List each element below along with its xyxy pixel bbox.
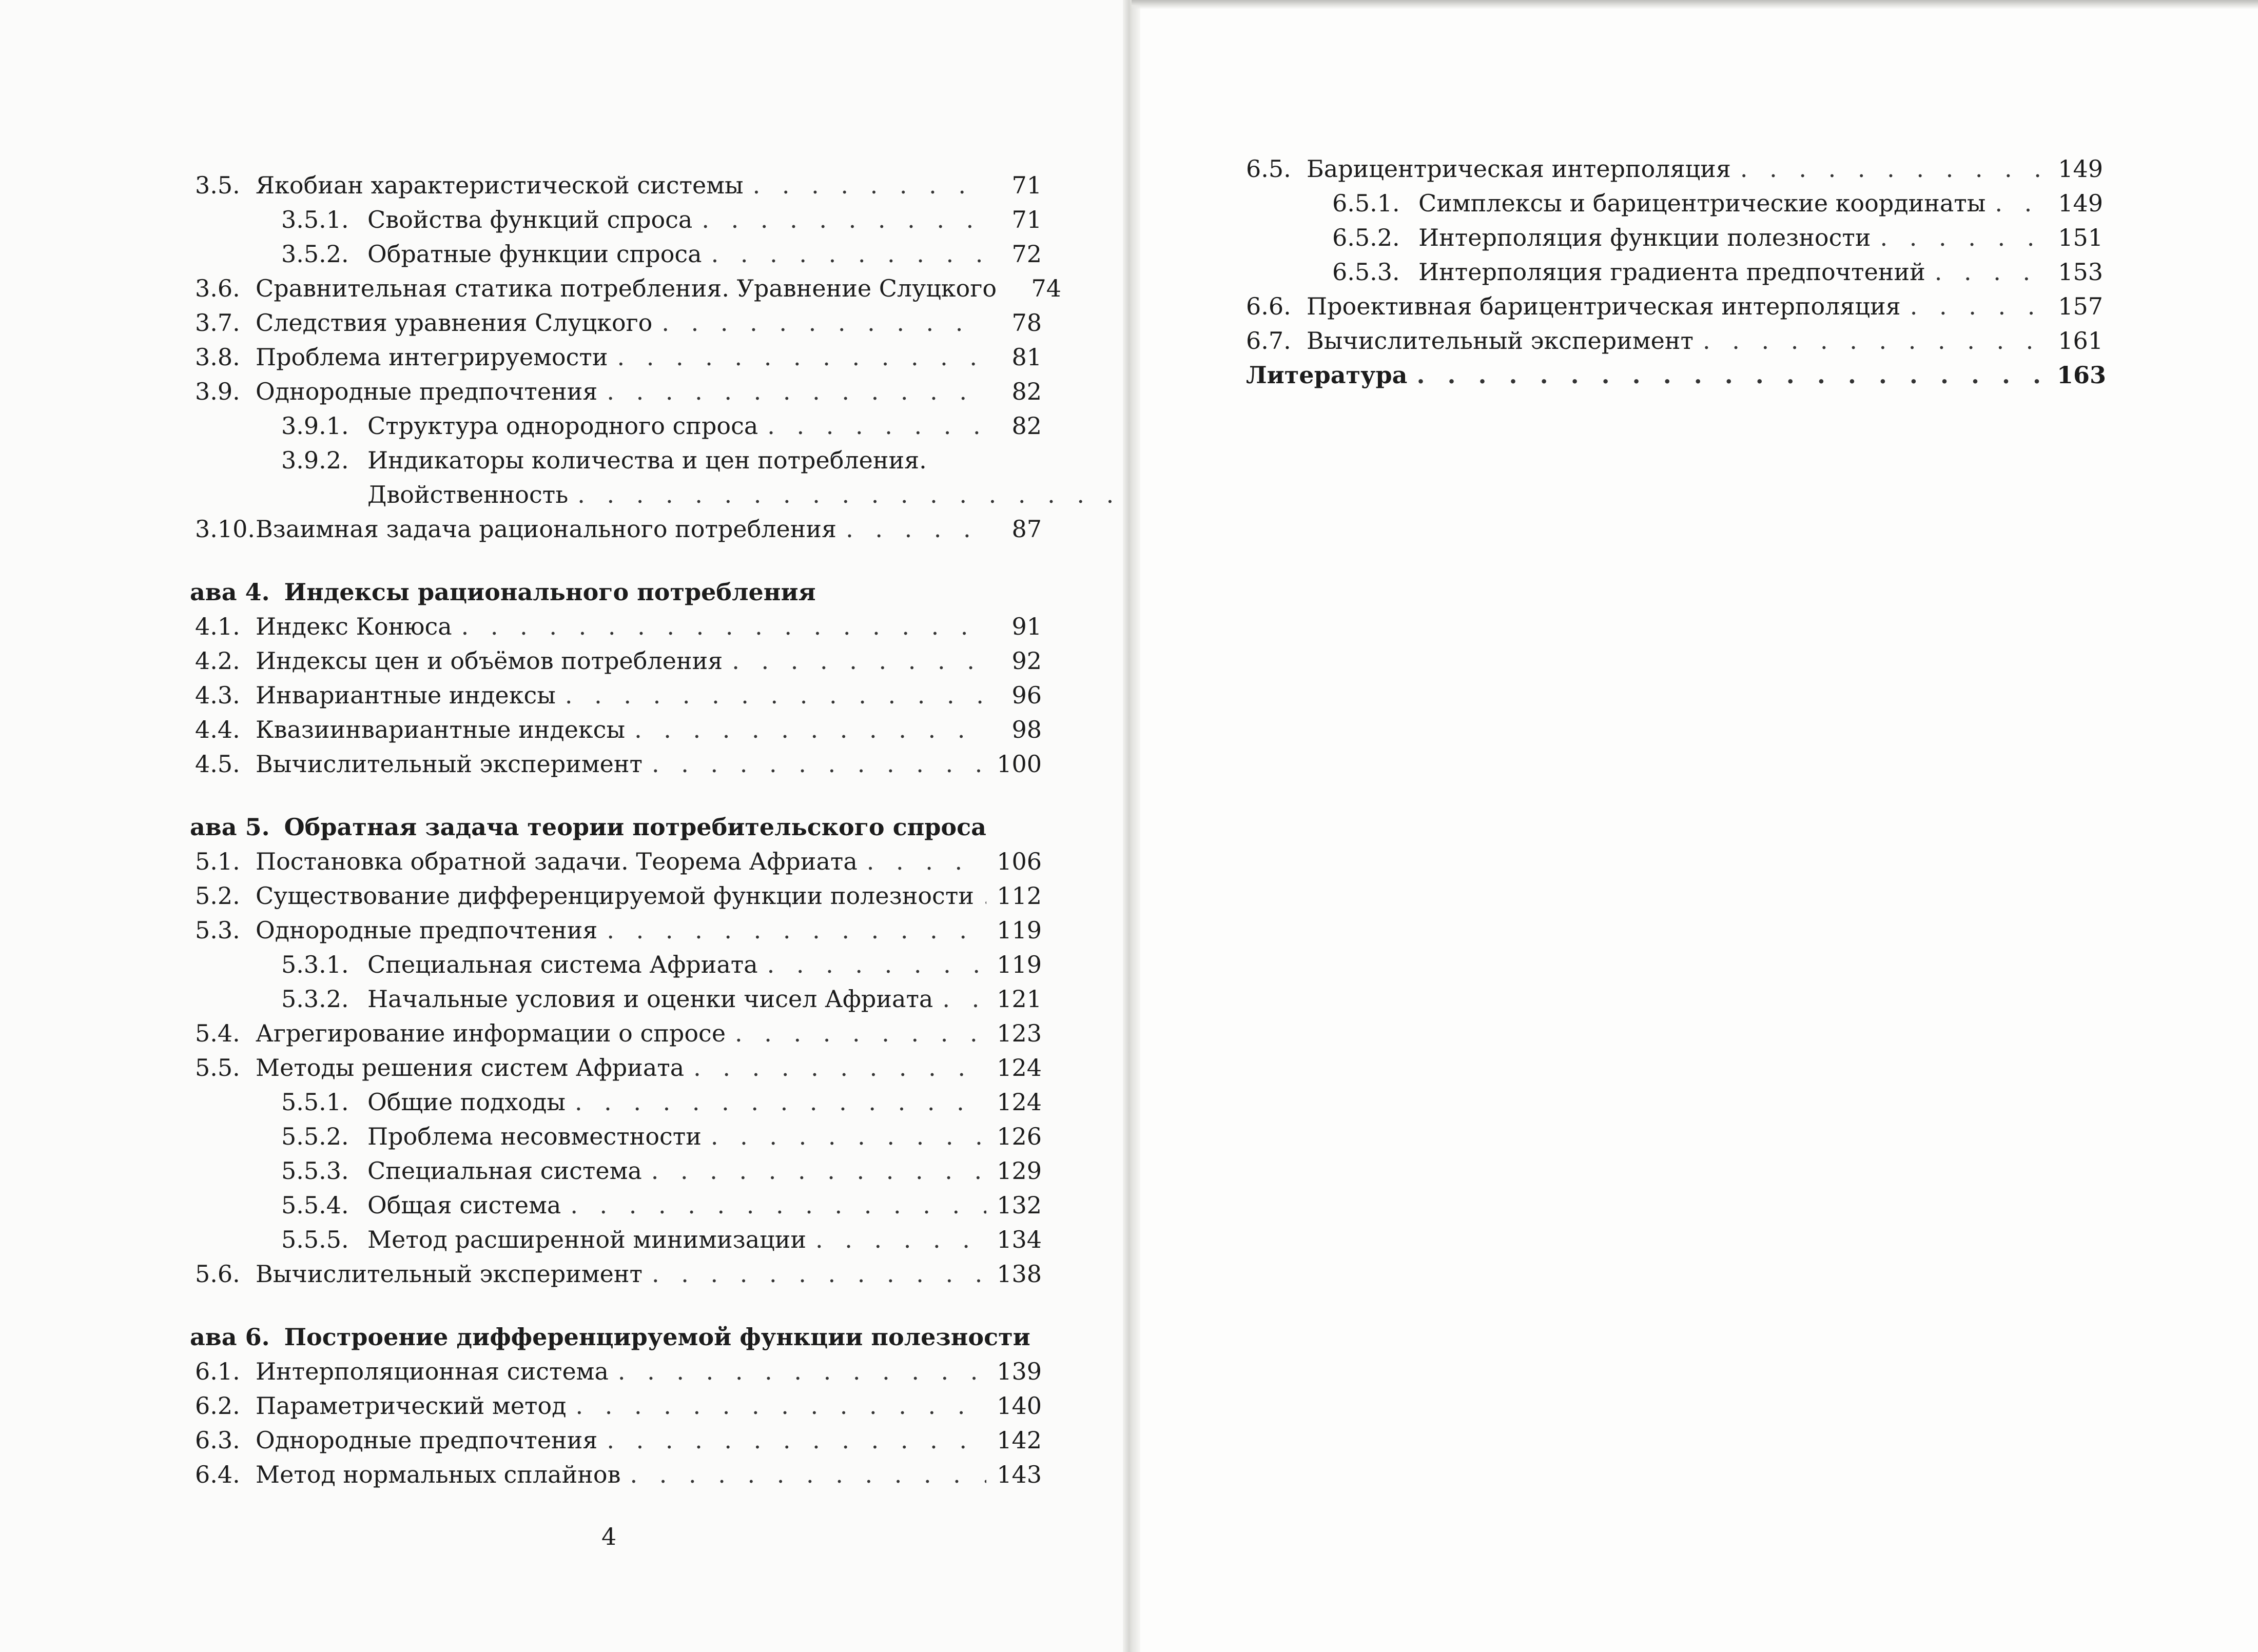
chapter-number: ава 6. bbox=[190, 1323, 270, 1351]
entry-title: Параметрический метод bbox=[256, 1392, 567, 1420]
dot-leader bbox=[617, 340, 987, 375]
dot-leader bbox=[1935, 255, 2048, 289]
entry-page: 91 bbox=[1011, 613, 1042, 640]
dot-leader bbox=[693, 1051, 986, 1085]
toc-subentry bbox=[195, 1154, 1042, 1188]
entry-page: 153 bbox=[2058, 258, 2103, 286]
entry-page: 96 bbox=[1011, 681, 1042, 709]
entry-title: Двойственность bbox=[367, 481, 569, 508]
entry-page: 139 bbox=[997, 1358, 1042, 1385]
entry-number: 6.7. bbox=[1246, 327, 1291, 355]
entry-number: 6.5.3. bbox=[1332, 258, 1400, 286]
entry-page: 142 bbox=[997, 1426, 1042, 1454]
entry-number: 5.1. bbox=[195, 848, 240, 875]
dot-leader bbox=[634, 713, 986, 747]
toc-entry bbox=[195, 512, 1042, 546]
entry-title: Индикаторы количества и цен потребления. bbox=[367, 446, 927, 474]
entry-page: 124 bbox=[997, 1054, 1042, 1081]
entry-number: 3.5. bbox=[195, 171, 240, 199]
entry-title: Однородные предпочтения bbox=[256, 916, 598, 944]
entry-number: 3.5.1. bbox=[281, 206, 349, 233]
dot-leader bbox=[607, 375, 986, 409]
entry-title: Агрегирование информации о спросе bbox=[256, 1019, 726, 1047]
dot-leader bbox=[753, 168, 986, 203]
chapter-title: Индексы рационального потребления bbox=[284, 578, 816, 606]
dot-leader bbox=[942, 982, 986, 1016]
dot-leader bbox=[732, 644, 986, 678]
dot-leader bbox=[846, 512, 986, 546]
entry-title: Следствия уравнения Слуцкого bbox=[256, 309, 653, 337]
entry-number: 5.5.2. bbox=[281, 1123, 349, 1150]
entry-page: 87 bbox=[1011, 515, 1042, 543]
toc-subentry bbox=[1246, 221, 2103, 255]
entry-number: 5.5.3. bbox=[281, 1157, 349, 1185]
dot-leader bbox=[983, 879, 986, 913]
entry-title: Интерполяция функции полезности bbox=[1418, 224, 1871, 251]
entry-title: Метод нормальных сплайнов bbox=[256, 1461, 621, 1488]
entry-number: 6.4. bbox=[195, 1461, 240, 1488]
entry-page: 82 bbox=[1011, 378, 1042, 405]
entry-title: Сравнительная статика потребления. Уравнение Слуцкого bbox=[256, 274, 997, 302]
entry-page: 149 bbox=[2058, 155, 2103, 183]
dot-leader bbox=[575, 1085, 986, 1119]
entry-number: 5.5.4. bbox=[281, 1191, 349, 1219]
dot-leader bbox=[1910, 289, 2048, 324]
entry-number: 4.1. bbox=[195, 613, 240, 640]
toc-entry bbox=[195, 271, 1062, 306]
entry-title: Общая система bbox=[367, 1191, 561, 1219]
entry-number: 6.5.2. bbox=[1332, 224, 1400, 251]
chapter-number: ава 4. bbox=[190, 578, 270, 606]
entry-title: Постановка обратной задачи. Теорема Африата bbox=[256, 848, 858, 875]
entry-number: 4.4. bbox=[195, 716, 240, 743]
entry-page: 149 bbox=[2058, 189, 2103, 217]
entry-number: 4.5. bbox=[195, 750, 240, 778]
entry-number: 3.9.2. bbox=[281, 446, 349, 474]
entry-page: 121 bbox=[997, 985, 1042, 1013]
dot-leader bbox=[1416, 358, 2048, 392]
entry-title: Методы решения систем Африата bbox=[256, 1054, 685, 1081]
entry-page: 157 bbox=[2058, 292, 2103, 320]
dot-leader bbox=[1880, 221, 2048, 255]
entry-number: 6.2. bbox=[195, 1392, 240, 1420]
dot-leader bbox=[767, 409, 986, 443]
entry-page: 140 bbox=[997, 1392, 1042, 1420]
dot-leader bbox=[652, 1257, 986, 1291]
entry-title: Инвариантные индексы bbox=[256, 681, 556, 709]
toc-subentry bbox=[195, 948, 1042, 982]
entry-page: 74 bbox=[1031, 274, 1062, 302]
toc-entry bbox=[1246, 289, 2103, 324]
entry-page: 98 bbox=[1011, 716, 1042, 743]
entry-number: 5.5.1. bbox=[281, 1088, 349, 1116]
entry-number: 3.9.1. bbox=[281, 412, 349, 440]
entry-number: 3.8. bbox=[195, 343, 240, 371]
entry-page: 119 bbox=[997, 916, 1042, 944]
toc-entry bbox=[195, 1354, 1042, 1389]
toc-subentry bbox=[195, 1188, 1042, 1223]
toc-entry bbox=[195, 913, 1042, 948]
chapter-heading bbox=[190, 810, 1042, 844]
right-page bbox=[1129, 0, 2258, 1652]
entry-title: Интерполяционная система bbox=[256, 1358, 609, 1385]
dot-leader bbox=[1703, 324, 2048, 358]
entry-number: 5.2. bbox=[195, 882, 240, 910]
entry-page: 126 bbox=[997, 1123, 1042, 1150]
dot-leader bbox=[565, 678, 986, 713]
entry-title: Специальная система Африата bbox=[367, 951, 758, 978]
entry-page: 81 bbox=[1011, 343, 1042, 371]
entry-title: Начальные условия и оценки чисел Африата bbox=[367, 985, 933, 1013]
entry-page: 124 bbox=[997, 1088, 1042, 1116]
toc-subentry bbox=[195, 203, 1042, 237]
chapter-title: Обратная задача теории потребительского спроса bbox=[284, 813, 986, 841]
toc-entry bbox=[195, 1423, 1042, 1458]
toc-entry bbox=[1246, 152, 2103, 186]
dot-leader bbox=[767, 948, 986, 982]
entry-number: 3.7. bbox=[195, 309, 240, 337]
entry-title: Проблема интегрируемости bbox=[256, 343, 608, 371]
dot-leader bbox=[576, 1389, 986, 1423]
entry-title: Взаимная задача рационального потребления bbox=[256, 515, 837, 543]
entry-number: 5.3. bbox=[195, 916, 240, 944]
entry-page: 143 bbox=[997, 1461, 1042, 1488]
toc-entry bbox=[195, 1257, 1042, 1291]
toc-entry bbox=[195, 375, 1042, 409]
entry-page: 78 bbox=[1011, 309, 1042, 337]
toc-entry bbox=[195, 1051, 1042, 1085]
entry-title: Якобиан характеристической системы bbox=[256, 171, 744, 199]
dot-leader bbox=[461, 609, 986, 644]
entry-title: Индекс Конюса bbox=[256, 613, 452, 640]
toc-literature bbox=[1246, 358, 2107, 392]
entry-number: 6.5. bbox=[1246, 155, 1291, 183]
entry-page: 132 bbox=[997, 1191, 1042, 1219]
entry-page: 82 bbox=[1011, 412, 1042, 440]
entry-page: 72 bbox=[1011, 240, 1042, 268]
entry-page: 106 bbox=[997, 848, 1042, 875]
chapter-heading bbox=[190, 1320, 1042, 1354]
toc-entry bbox=[195, 678, 1042, 713]
entry-page: 163 bbox=[2057, 361, 2107, 389]
entry-number: 5.6. bbox=[195, 1260, 240, 1288]
toc-subentry bbox=[195, 1223, 1042, 1257]
toc-entry bbox=[195, 340, 1042, 375]
entry-number: 5.5. bbox=[195, 1054, 240, 1081]
toc-subentry bbox=[195, 1119, 1042, 1154]
entry-title: Структура однородного спроса bbox=[367, 412, 758, 440]
toc-right bbox=[1246, 152, 2107, 392]
entry-page: 71 bbox=[1011, 206, 1042, 233]
toc-subentry bbox=[195, 237, 1042, 271]
entry-page: 134 bbox=[997, 1226, 1042, 1253]
chapter-heading bbox=[190, 575, 1042, 609]
entry-title: Вычислительный эксперимент bbox=[1307, 327, 1694, 355]
entry-number: 5.5.5. bbox=[281, 1226, 349, 1253]
toc-entry bbox=[195, 168, 1042, 203]
entry-page: 151 bbox=[2058, 224, 2103, 251]
dot-leader bbox=[815, 1223, 986, 1257]
toc-subentry bbox=[195, 1085, 1042, 1119]
entry-title: Свойства функций спроса bbox=[367, 206, 693, 233]
page-number: 4 bbox=[601, 1523, 617, 1550]
page-edge-shadow bbox=[1132, 0, 2258, 9]
toc-subentry bbox=[1246, 186, 2103, 221]
dot-leader bbox=[867, 844, 986, 879]
toc-entry bbox=[195, 644, 1042, 678]
entry-title: Специальная система bbox=[367, 1157, 642, 1185]
toc-entry bbox=[195, 609, 1042, 644]
entry-page: 123 bbox=[997, 1019, 1042, 1047]
entry-title: Литература bbox=[1246, 361, 1408, 389]
entry-number: 4.3. bbox=[195, 681, 240, 709]
book-gutter bbox=[1123, 0, 1140, 1652]
entry-number: 5.3.2. bbox=[281, 985, 349, 1013]
chapter-title: Построение дифференцируемой функции полезности bbox=[284, 1323, 1030, 1351]
toc-entry bbox=[195, 844, 1042, 879]
entry-number: 5.4. bbox=[195, 1019, 240, 1047]
dot-leader bbox=[711, 237, 986, 271]
entry-title: Общие подходы bbox=[367, 1088, 566, 1116]
dot-leader bbox=[1995, 186, 2048, 221]
dot-leader bbox=[1740, 152, 2048, 186]
entry-title: Барицентрическая интерполяция bbox=[1307, 155, 1731, 183]
entry-number: 6.6. bbox=[1246, 292, 1291, 320]
entry-page: 112 bbox=[997, 882, 1042, 910]
toc-left bbox=[190, 168, 1062, 1492]
entry-page: 138 bbox=[997, 1260, 1042, 1288]
entry-page: 161 bbox=[2058, 327, 2103, 355]
dot-leader bbox=[651, 1154, 986, 1188]
toc-entry bbox=[195, 1016, 1042, 1051]
toc-entry bbox=[195, 1389, 1042, 1423]
entry-number: 6.5.1. bbox=[1332, 189, 1400, 217]
entry-title: Существование дифференцируемой функции полезности bbox=[256, 882, 974, 910]
toc-subentry bbox=[195, 982, 1042, 1016]
toc-entry bbox=[195, 306, 1042, 340]
entry-title: Однородные предпочтения bbox=[256, 1426, 598, 1454]
dot-leader bbox=[711, 1119, 986, 1154]
toc-subentry bbox=[195, 443, 1042, 512]
entry-number: 6.3. bbox=[195, 1426, 240, 1454]
toc-entry bbox=[1246, 324, 2103, 358]
entry-number: 3.5.2. bbox=[281, 240, 349, 268]
entry-title: Метод расширенной минимизации bbox=[367, 1226, 807, 1253]
entry-number: 3.9. bbox=[195, 378, 240, 405]
dot-leader bbox=[702, 203, 986, 237]
entry-title: Вычислительный эксперимент bbox=[256, 750, 643, 778]
entry-title: Симплексы и барицентрические координаты bbox=[1418, 189, 1986, 217]
entry-title: Вычислительный эксперимент bbox=[256, 1260, 643, 1288]
entry-title: Проблема несовместности bbox=[367, 1123, 702, 1150]
entry-title: Индексы цен и объёмов потребления bbox=[256, 647, 723, 675]
entry-title: Интерполяция градиента предпочтений bbox=[1418, 258, 1925, 286]
entry-number: 5.3.1. bbox=[281, 951, 349, 978]
toc-subentry bbox=[195, 409, 1042, 443]
entry-title: Обратные функции спроса bbox=[367, 240, 702, 268]
toc-entry bbox=[195, 747, 1042, 781]
chapter-number: ава 5. bbox=[190, 813, 270, 841]
dot-leader bbox=[630, 1458, 987, 1492]
toc-subentry bbox=[1246, 255, 2103, 289]
entry-number: 3.10. bbox=[195, 515, 256, 543]
dot-leader bbox=[618, 1354, 986, 1389]
dot-leader bbox=[735, 1016, 986, 1051]
toc-entry bbox=[195, 713, 1042, 747]
dot-leader bbox=[607, 913, 986, 948]
dot-leader bbox=[652, 747, 986, 781]
entry-page: 100 bbox=[997, 750, 1042, 778]
entry-number: 3.6. bbox=[195, 274, 240, 302]
toc-entry bbox=[195, 879, 1042, 913]
toc-entry bbox=[195, 1458, 1042, 1492]
entry-page: 71 bbox=[1011, 171, 1042, 199]
entry-title: Проективная барицентрическая интерполяция bbox=[1307, 292, 1901, 320]
entry-page: 92 bbox=[1011, 647, 1042, 675]
dot-leader bbox=[607, 1423, 986, 1458]
dot-leader bbox=[661, 306, 986, 340]
entry-page: 129 bbox=[997, 1157, 1042, 1185]
entry-number: 6.1. bbox=[195, 1358, 240, 1385]
dot-leader bbox=[570, 1188, 986, 1223]
entry-title: Квазиинвариантные индексы bbox=[256, 716, 626, 743]
entry-number: 4.2. bbox=[195, 647, 240, 675]
entry-title: Однородные предпочтения bbox=[256, 378, 598, 405]
entry-page: 119 bbox=[997, 951, 1042, 978]
